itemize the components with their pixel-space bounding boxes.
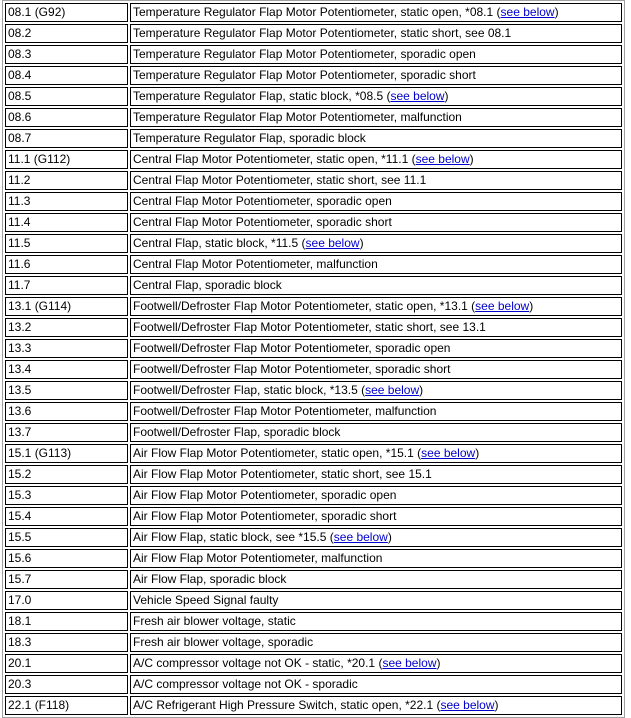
fault-description-cell	[130, 465, 622, 484]
fault-code-cell: 15.5	[5, 528, 128, 547]
fault-code-cell: 15.1 (G113)	[5, 444, 128, 463]
fault-description-text: Vehicle Speed Signal faulty	[133, 593, 279, 607]
table-row	[5, 423, 622, 442]
table-row	[5, 612, 622, 631]
fault-description-cell: Air Flow Flap Motor Potentiometer, static open, *15.1 (see below)	[130, 444, 622, 463]
table-row	[5, 45, 622, 64]
fault-code-cell: 08.6	[5, 108, 128, 127]
table-row	[5, 87, 622, 106]
fault-description-text: Footwell/Defroster Flap Motor Potentiometer, sporadic open	[133, 341, 451, 355]
fault-description-cell	[130, 570, 622, 589]
table-row	[5, 318, 622, 337]
fault-description-text: Temperature Regulator Flap, static block, *08.5	[133, 89, 384, 103]
table-row	[5, 3, 622, 22]
fault-description-cell	[130, 108, 622, 127]
see-below-link[interactable]: see below	[440, 698, 495, 712]
table-row	[5, 339, 622, 358]
fault-description-text: Central Flap, sporadic block	[133, 278, 282, 292]
fault-description-text: Air Flow Flap Motor Potentiometer, static open, *15.1	[133, 446, 414, 460]
fault-description-text: Central Flap Motor Potentiometer, static short, see 11.1	[133, 173, 427, 187]
table-row	[5, 696, 622, 715]
fault-description-cell	[130, 66, 622, 85]
fault-description-text: Footwell/Defroster Flap Motor Potentiometer, static short, see 13.1	[133, 320, 486, 334]
fault-description-text: Central Flap Motor Potentiometer, sporadic short	[133, 215, 392, 229]
fault-code-cell: 11.4	[5, 213, 128, 232]
fault-code-cell: 11.2	[5, 171, 128, 190]
fault-description-text: Temperature Regulator Flap Motor Potentiometer, sporadic open	[133, 47, 476, 61]
fault-description-text: A/C compressor voltage not OK - static, *20.1	[133, 656, 376, 670]
fault-code-cell: 15.2	[5, 465, 128, 484]
fault-description-text: Air Flow Flap, sporadic block	[133, 572, 287, 586]
fault-description-cell	[130, 612, 622, 631]
table-row	[5, 549, 622, 568]
see-below-link[interactable]: see below	[365, 383, 420, 397]
fault-description-text: Air Flow Flap, static block, see *15.5	[133, 530, 327, 544]
fault-description-cell	[130, 192, 622, 211]
fault-description-text: A/C compressor voltage not OK - sporadic	[133, 677, 358, 691]
see-below-link[interactable]: see below	[305, 236, 360, 250]
fault-code-cell: 18.1	[5, 612, 128, 631]
fault-code-cell: 15.7	[5, 570, 128, 589]
table-row	[5, 444, 622, 463]
fault-description-text: Footwell/Defroster Flap Motor Potentiometer, malfunction	[133, 404, 437, 418]
table-row	[5, 633, 622, 652]
fault-code-cell: 11.7	[5, 276, 128, 295]
see-below-link[interactable]: see below	[333, 530, 388, 544]
fault-code-cell: 15.6	[5, 549, 128, 568]
fault-description-cell	[130, 171, 622, 190]
see-below-link[interactable]: see below	[421, 446, 476, 460]
fault-description-cell	[130, 507, 622, 526]
fault-description-text: Footwell/Defroster Flap, static block, *13.5	[133, 383, 358, 397]
table-row	[5, 297, 622, 316]
table-row	[5, 276, 622, 295]
fault-description-cell: A/C compressor voltage not OK - static, *20.1 (see below)	[130, 654, 622, 673]
fault-description-cell	[130, 129, 622, 148]
fault-description-cell	[130, 360, 622, 379]
fault-description-text: Temperature Regulator Flap Motor Potentiometer, sporadic short	[133, 68, 476, 82]
table-row	[5, 255, 622, 274]
table-row	[5, 66, 622, 85]
fault-code-cell: 22.1 (F118)	[5, 696, 128, 715]
fault-code-cell: 13.2	[5, 318, 128, 337]
fault-description-cell: Temperature Regulator Flap Motor Potentiometer, static open, *08.1 (see below)	[130, 3, 622, 22]
fault-code-cell: 08.5	[5, 87, 128, 106]
fault-description-cell: Central Flap Motor Potentiometer, static open, *11.1 (see below)	[130, 150, 622, 169]
fault-description-text: Fresh air blower voltage, static	[133, 614, 296, 628]
table-row	[5, 528, 622, 547]
fault-description-text: Fresh air blower voltage, sporadic	[133, 635, 314, 649]
fault-code-cell: 13.7	[5, 423, 128, 442]
fault-description-text: Air Flow Flap Motor Potentiometer, static short, see 15.1	[133, 467, 432, 481]
fault-description-text: Air Flow Flap Motor Potentiometer, sporadic short	[133, 509, 397, 523]
fault-description-text: Temperature Regulator Flap Motor Potentiometer, malfunction	[133, 110, 462, 124]
fault-code-cell: 13.1 (G114)	[5, 297, 128, 316]
table-row	[5, 213, 622, 232]
table-row	[5, 234, 622, 253]
fault-description-cell	[130, 24, 622, 43]
table-row	[5, 108, 622, 127]
fault-description-cell	[130, 675, 622, 694]
fault-description-cell	[130, 213, 622, 232]
fault-code-cell: 13.5	[5, 381, 128, 400]
fault-code-cell: 13.4	[5, 360, 128, 379]
fault-description-cell	[130, 486, 622, 505]
fault-description-cell: Footwell/Defroster Flap Motor Potentiometer, static open, *13.1 (see below)	[130, 297, 622, 316]
fault-description-cell	[130, 276, 622, 295]
table-row	[5, 24, 622, 43]
table-row	[5, 507, 622, 526]
fault-code-cell: 13.6	[5, 402, 128, 421]
fault-description-cell	[130, 549, 622, 568]
table-row	[5, 150, 622, 169]
fault-description-cell	[130, 423, 622, 442]
fault-code-cell: 08.4	[5, 66, 128, 85]
table-row	[5, 654, 622, 673]
fault-description-text: Footwell/Defroster Flap Motor Potentiometer, static open, *13.1	[133, 299, 468, 313]
see-below-link[interactable]: see below	[500, 5, 555, 19]
fault-code-table	[2, 0, 625, 718]
see-below-link[interactable]: see below	[475, 299, 530, 313]
table-row	[5, 171, 622, 190]
table-row	[5, 402, 622, 421]
table-row	[5, 192, 622, 211]
fault-description-text: Air Flow Flap Motor Potentiometer, sporadic open	[133, 488, 397, 502]
table-row	[5, 591, 622, 610]
fault-code-cell: 20.3	[5, 675, 128, 694]
fault-code-cell: 15.4	[5, 507, 128, 526]
fault-description-text: Footwell/Defroster Flap Motor Potentiometer, sporadic short	[133, 362, 451, 376]
fault-description-text: Temperature Regulator Flap, sporadic block	[133, 131, 366, 145]
table-row	[5, 360, 622, 379]
fault-code-cell: 08.1 (G92)	[5, 3, 128, 22]
fault-description-text: Central Flap Motor Potentiometer, sporadic open	[133, 194, 392, 208]
fault-code-cell: 15.3	[5, 486, 128, 505]
fault-description-text: Temperature Regulator Flap Motor Potentiometer, static open, *08.1	[133, 5, 494, 19]
fault-description-cell	[130, 318, 622, 337]
fault-description-cell	[130, 633, 622, 652]
fault-description-cell	[130, 45, 622, 64]
fault-description-cell: Central Flap, static block, *11.5 (see below)	[130, 234, 622, 253]
table-row	[5, 570, 622, 589]
fault-description-text: Central Flap Motor Potentiometer, malfunction	[133, 257, 378, 271]
fault-code-table-body	[5, 3, 622, 715]
fault-description-text: Footwell/Defroster Flap, sporadic block	[133, 425, 341, 439]
fault-code-cell: 11.1 (G112)	[5, 150, 128, 169]
see-below-link[interactable]: see below	[382, 656, 437, 670]
fault-code-cell: 17.0	[5, 591, 128, 610]
see-below-link[interactable]: see below	[415, 152, 470, 166]
fault-description-cell	[130, 339, 622, 358]
fault-code-cell: 11.6	[5, 255, 128, 274]
fault-description-cell	[130, 591, 622, 610]
fault-description-text: Central Flap, static block, *11.5	[133, 236, 299, 250]
table-row	[5, 129, 622, 148]
fault-code-cell: 11.5	[5, 234, 128, 253]
fault-description-cell: Air Flow Flap, static block, see *15.5 (see below)	[130, 528, 622, 547]
fault-description-cell: A/C Refrigerant High Pressure Switch, static open, *22.1 (see below)	[130, 696, 622, 715]
fault-description-text: Air Flow Flap Motor Potentiometer, malfunction	[133, 551, 383, 565]
fault-code-cell: 18.3	[5, 633, 128, 652]
table-row	[5, 465, 622, 484]
table-row	[5, 486, 622, 505]
fault-description-cell: Footwell/Defroster Flap, static block, *13.5 (see below)	[130, 381, 622, 400]
fault-description-text: A/C Refrigerant High Pressure Switch, static open, *22.1	[133, 698, 434, 712]
see-below-link[interactable]: see below	[390, 89, 445, 103]
fault-description-text: Temperature Regulator Flap Motor Potentiometer, static short, see 08.1	[133, 26, 512, 40]
fault-code-cell: 08.3	[5, 45, 128, 64]
fault-description-cell: Temperature Regulator Flap, static block, *08.5 (see below)	[130, 87, 622, 106]
table-row	[5, 381, 622, 400]
fault-description-cell	[130, 255, 622, 274]
fault-description-cell	[130, 402, 622, 421]
fault-code-cell: 08.7	[5, 129, 128, 148]
table-row	[5, 675, 622, 694]
fault-code-cell: 20.1	[5, 654, 128, 673]
fault-code-cell: 13.3	[5, 339, 128, 358]
fault-description-text: Central Flap Motor Potentiometer, static open, *11.1	[133, 152, 409, 166]
fault-code-cell: 08.2	[5, 24, 128, 43]
fault-code-cell: 11.3	[5, 192, 128, 211]
